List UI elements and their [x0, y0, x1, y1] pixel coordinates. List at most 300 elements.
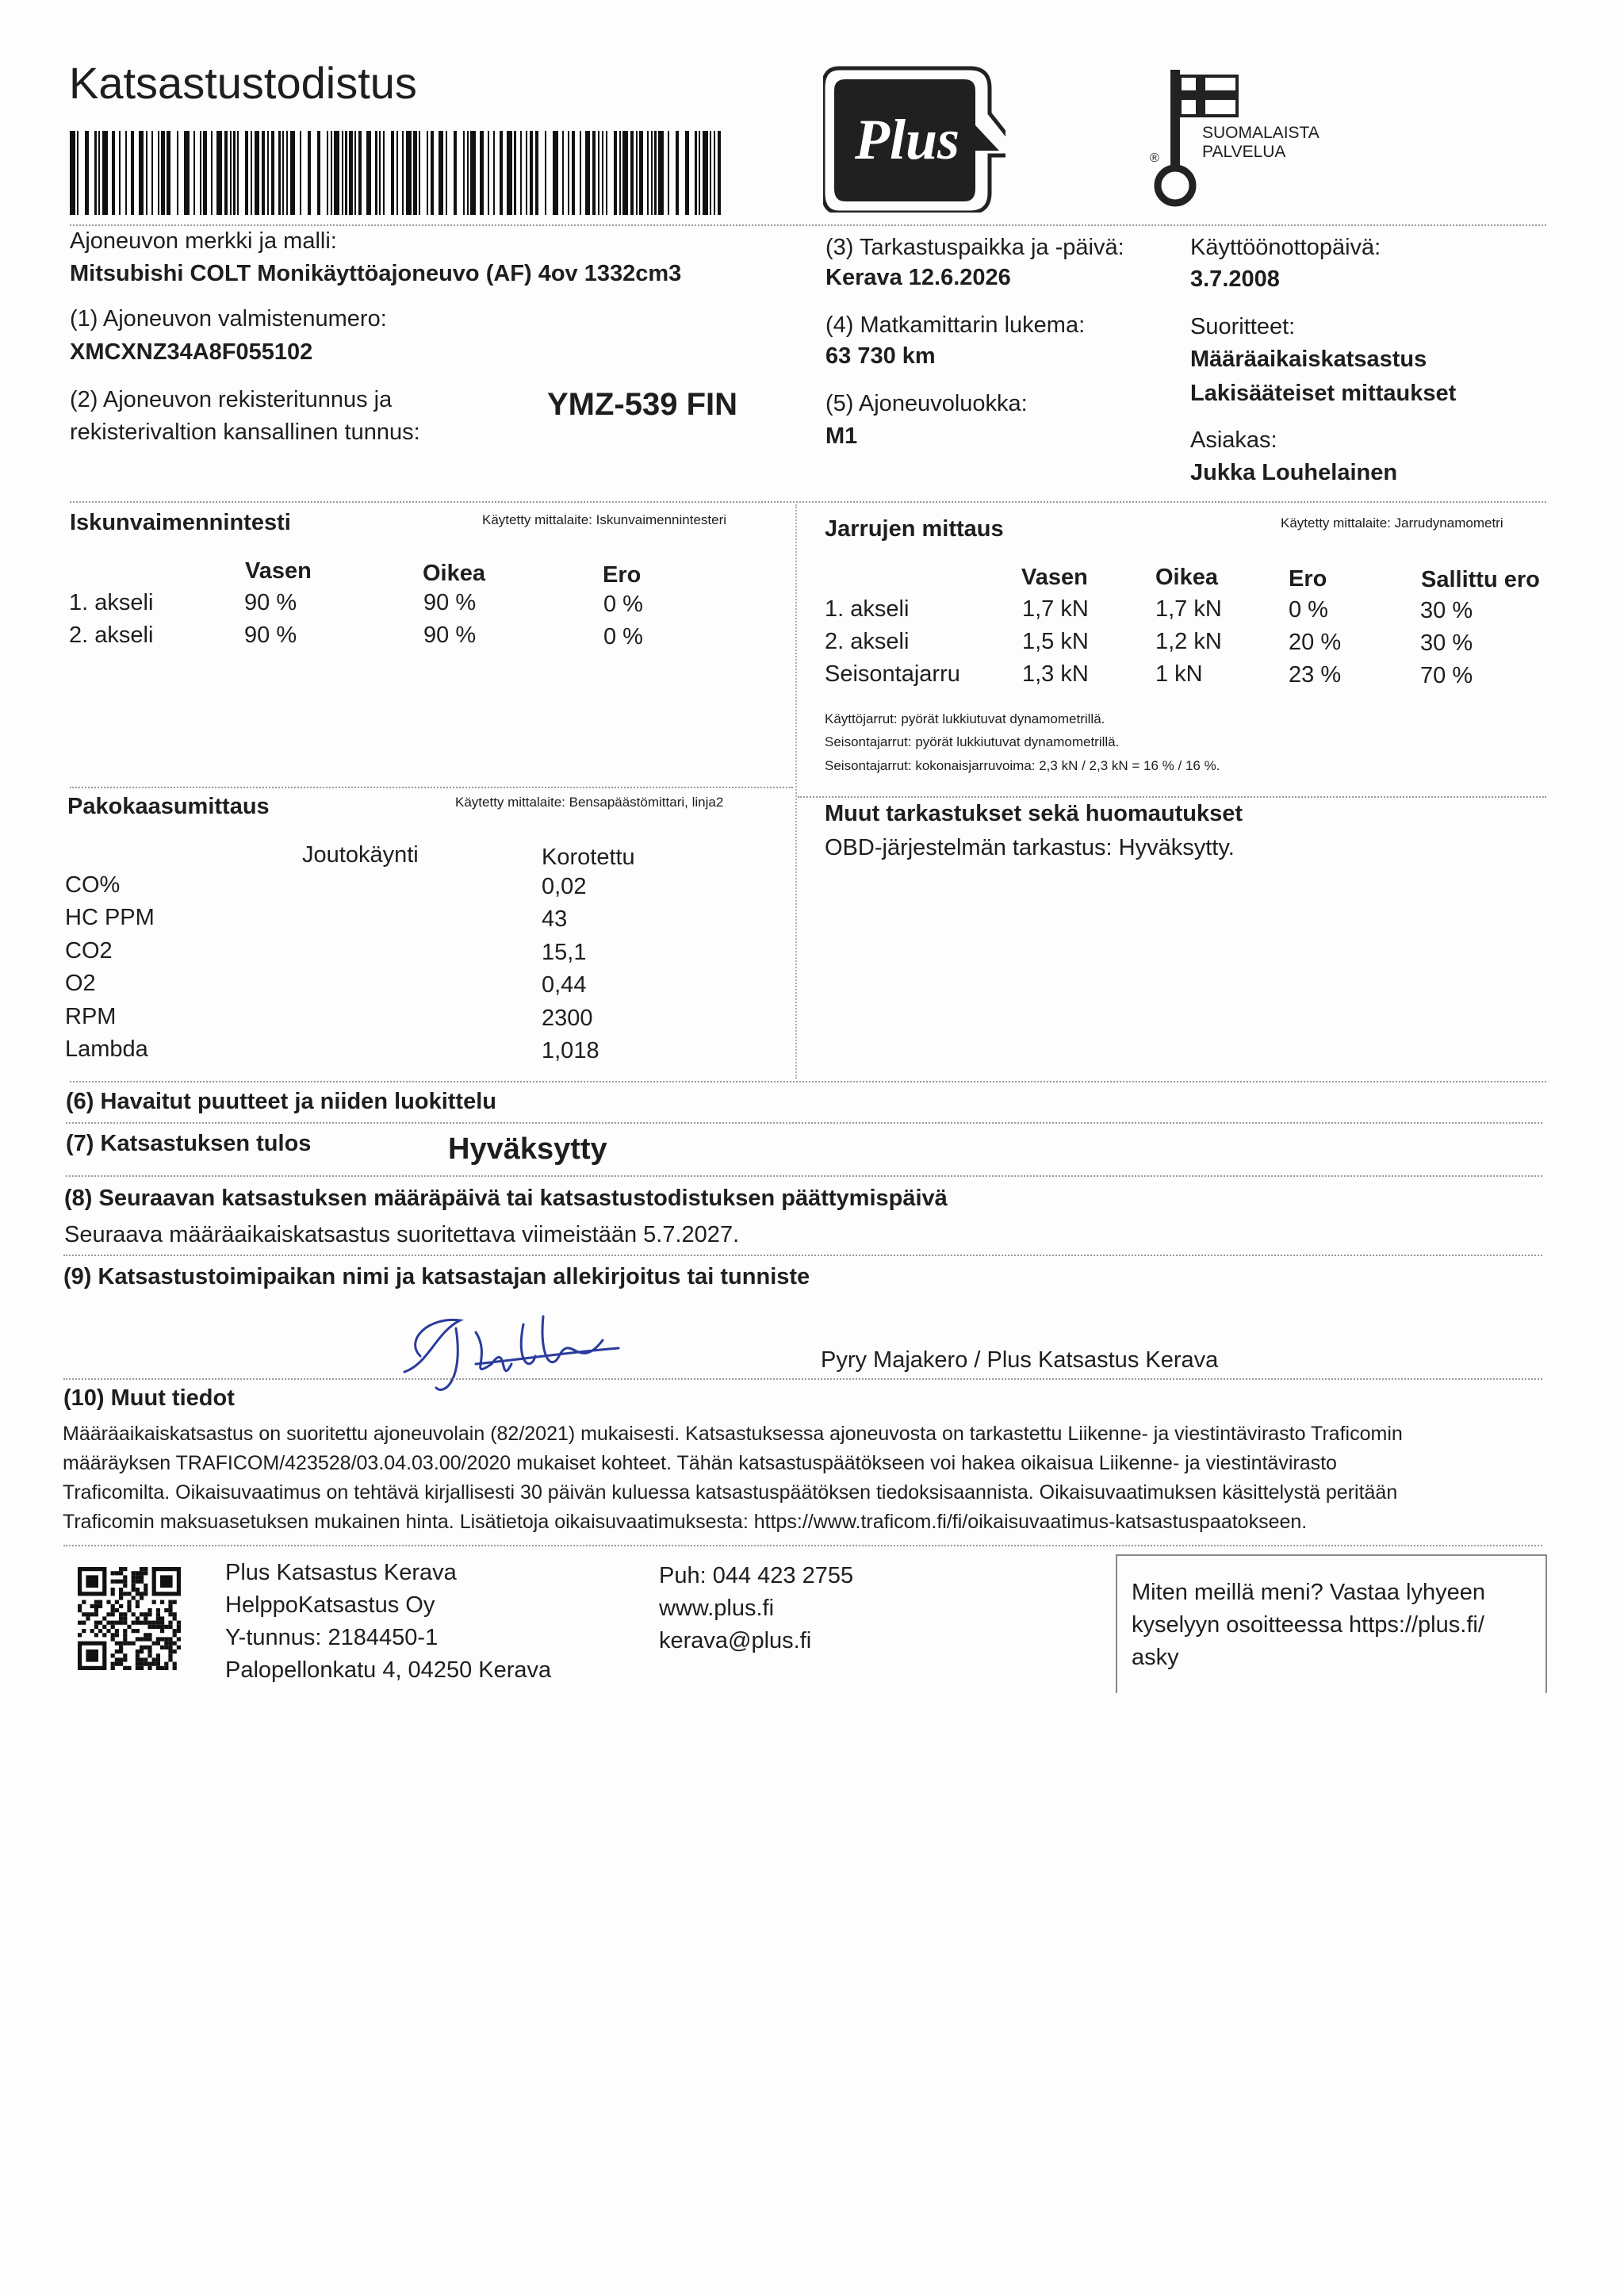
qr-module [82, 1612, 86, 1616]
qr-module [132, 1596, 136, 1600]
brake-row-ero: 20 % [1289, 630, 1342, 655]
qr-module [119, 1567, 123, 1571]
qr-module [152, 1642, 156, 1646]
intro-label: Käyttöönottopäivä: [1190, 235, 1381, 260]
qr-module [168, 1600, 172, 1604]
barcode-bar [146, 131, 147, 215]
qr-module [168, 1653, 172, 1657]
qr-module [173, 1616, 177, 1620]
barcode-bar [514, 131, 515, 215]
barcode-bar [606, 131, 607, 215]
qr-module [136, 1592, 140, 1596]
exhaust-row-korotettu: 15,1 [542, 939, 587, 965]
barcode-bar [396, 131, 398, 215]
qr-module [168, 1637, 172, 1641]
qr-module [152, 1625, 156, 1629]
make-label: Ajoneuvon merkki ja malli: [70, 228, 337, 254]
barcode-bar [654, 131, 656, 215]
brakes-title: Jarrujen mittaus [825, 516, 1004, 542]
qr-module [140, 1592, 144, 1596]
barcode-bar [354, 131, 356, 215]
qr-module [144, 1612, 147, 1616]
class-label: (5) Ajoneuvoluokka: [825, 391, 1028, 416]
perf-value-2: Lakisääteiset mittaukset [1190, 381, 1457, 406]
barcode-bar [151, 131, 153, 215]
barcode-bar [262, 131, 265, 215]
odo-value: 63 730 km [825, 343, 936, 369]
brakes-note-3: Seisontajarrut: kokonaisjarruvoima: 2,3 kN / 2,3 kN = 16 % / 16 %. [825, 758, 1220, 773]
qr-module [111, 1621, 115, 1625]
qr-module [136, 1649, 140, 1653]
qr-module [160, 1616, 164, 1620]
barcode-bar [535, 131, 538, 215]
qr-module [119, 1616, 123, 1620]
other-checks-value: OBD-järjestelmän tarkastus: Hyväksytty. [825, 835, 1235, 860]
qr-module [173, 1600, 177, 1604]
qr-module [140, 1649, 144, 1653]
barcode-bar [282, 131, 284, 215]
qr-module [147, 1662, 151, 1666]
barcode-bar [224, 131, 228, 215]
suomalaista-palvelua-badge [1142, 65, 1320, 212]
qr-module [111, 1571, 115, 1575]
barcode-bar [520, 131, 522, 215]
qr-module [136, 1575, 140, 1579]
barcode-bar [233, 131, 235, 215]
barcode-bar [245, 131, 248, 215]
qr-module [168, 1642, 172, 1646]
qr-module [111, 1633, 115, 1637]
barcode-bar [585, 131, 591, 215]
shock-row-oikea: 90 % [423, 623, 477, 648]
brakes-note-1: Käyttöjarrut: pyörät lukkiutuvat dynamometrillä. [825, 711, 1105, 726]
shock-header-ero: Ero [603, 562, 642, 588]
qr-module [132, 1584, 136, 1588]
qr-module [123, 1657, 127, 1661]
brake-row-sallittu: 30 % [1420, 630, 1473, 656]
qr-module [86, 1612, 90, 1616]
section-8-value: Seuraava määräaikaiskatsastus suoritettava viimeistään 5.7.2027. [64, 1222, 740, 1247]
qr-module [160, 1629, 164, 1633]
barcode-bar [699, 131, 700, 215]
brake-row-vasen: 1,3 kN [1022, 661, 1089, 687]
qr-module [144, 1657, 147, 1661]
qr-module [119, 1662, 123, 1666]
barcode-bar [375, 131, 377, 215]
qr-module [144, 1592, 147, 1596]
qr-module [136, 1600, 140, 1604]
qr-module [168, 1657, 172, 1661]
qr-module [168, 1646, 172, 1649]
qr-module [140, 1596, 144, 1600]
qr-module [111, 1653, 115, 1657]
brake-row-sallittu: 30 % [1420, 598, 1473, 623]
qr-module [144, 1633, 147, 1637]
qr-module [82, 1600, 86, 1604]
qr-module [152, 1600, 156, 1604]
qr-module [123, 1580, 127, 1584]
qr-module [147, 1608, 151, 1612]
qr-module [111, 1604, 115, 1608]
qr-module [102, 1616, 106, 1620]
barcode-bar [619, 131, 621, 215]
exhaust-header-korotettu: Korotettu [542, 845, 635, 870]
barcode-bar [545, 131, 546, 215]
qr-module [106, 1621, 110, 1625]
qr-module [78, 1604, 82, 1608]
qr-module [111, 1592, 115, 1596]
qr-module [168, 1604, 172, 1608]
barcode-bar [119, 131, 121, 215]
exhaust-row-label: RPM [65, 1003, 117, 1029]
qr-module [123, 1637, 127, 1641]
shock-device: Käytetty mittalaite: Iskunvaimennintesteri [482, 512, 727, 527]
qr-module [144, 1616, 147, 1620]
barcode-bar [85, 131, 88, 215]
barcode-bar [230, 131, 232, 215]
barcode-bar [553, 131, 558, 215]
qr-module [119, 1580, 123, 1584]
barcode-bar [488, 131, 489, 215]
qr-module [115, 1657, 119, 1661]
barcode-bar [467, 131, 469, 215]
qr-module [156, 1616, 160, 1620]
qr-module [119, 1646, 123, 1649]
barcode-bar [562, 131, 564, 215]
shock-row-ero: 0 % [603, 624, 643, 649]
qr-module [119, 1596, 123, 1600]
exhaust-row-korotettu: 0,44 [542, 972, 587, 998]
qr-module [119, 1612, 123, 1616]
barcode-bar [636, 131, 638, 215]
exhaust-device: Käytetty mittalaite: Bensapäästömittari, linja2 [455, 795, 724, 810]
barcode-bar [695, 131, 696, 215]
qr-module [144, 1646, 147, 1649]
barcode-bar [419, 131, 420, 215]
qr-code [78, 1567, 181, 1670]
reg-label-2: rekisterivaltion kansallinen tunnus: [70, 420, 420, 445]
qr-module [147, 1646, 151, 1649]
qr-module [144, 1567, 147, 1571]
make-value: Mitsubishi COLT Monikäyttöajoneuvo (AF) 4ov 1332cm3 [70, 261, 682, 286]
qr-module [136, 1657, 140, 1661]
qr-module [136, 1604, 140, 1608]
brakes-header-oikea: Oikea [1155, 565, 1218, 590]
qr-module [156, 1666, 160, 1670]
qr-module [119, 1649, 123, 1653]
brake-row-vasen: 1,5 kN [1022, 629, 1089, 654]
contact-web: www.plus.fi [659, 1596, 775, 1621]
qr-module [111, 1588, 115, 1592]
qr-module [156, 1657, 160, 1661]
qr-module [127, 1592, 131, 1596]
brakes-device: Käytetty mittalaite: Jarrudynamometri [1281, 515, 1503, 531]
survey-line-1: Miten meillä meni? Vastaa lyhyeen [1132, 1580, 1485, 1605]
qr-module [144, 1637, 147, 1641]
survey-line-3[interactable]: asky [1132, 1645, 1179, 1670]
qr-module [86, 1616, 90, 1620]
exhaust-row-label: CO% [65, 872, 121, 898]
company-info [225, 1557, 551, 1687]
customer-value: Jukka Louhelainen [1190, 460, 1398, 485]
qr-module [164, 1637, 168, 1641]
barcode-bar [658, 131, 664, 215]
exhaust-row-label: O2 [65, 971, 96, 997]
qr-module [160, 1600, 164, 1604]
section-6-title: (6) Havaitut puutteet ja niiden luokittelu [66, 1089, 496, 1114]
exhaust-row-label: HC PPM [65, 905, 155, 931]
perf-label: Suoritteet: [1190, 314, 1296, 339]
company-business-id: Y-tunnus: 2184450-1 [225, 1625, 439, 1650]
barcode-bar [668, 131, 669, 215]
barcode-bar [526, 131, 527, 215]
qr-module [111, 1608, 115, 1612]
exhaust-title: Pakokaasumittaus [67, 794, 270, 819]
barcode-bar [216, 131, 222, 215]
badge-line-2: PALVELUA [1202, 142, 1286, 161]
qr-module [119, 1604, 123, 1608]
qr-module [136, 1621, 140, 1625]
class-value: M1 [825, 423, 858, 449]
brake-row-label: 2. akseli [825, 629, 910, 654]
qr-module [82, 1629, 86, 1633]
qr-module [136, 1666, 140, 1670]
qr-module [115, 1642, 119, 1646]
qr-module [173, 1649, 177, 1653]
qr-module [144, 1588, 147, 1592]
qr-module [136, 1580, 140, 1584]
qr-module [90, 1604, 94, 1608]
qr-module [156, 1608, 160, 1612]
shock-row-label: 1. akseli [69, 590, 154, 615]
barcode-bar [184, 131, 190, 215]
qr-module [119, 1642, 123, 1646]
qr-module [160, 1666, 164, 1670]
barcode-bar [237, 131, 239, 215]
qr-module [164, 1642, 168, 1646]
qr-module [164, 1608, 168, 1612]
barcode-bar [500, 131, 503, 215]
qr-module [160, 1637, 164, 1641]
barcode-bar [463, 131, 465, 215]
exhaust-row-korotettu: 2300 [542, 1005, 593, 1031]
contact-info [659, 1560, 853, 1657]
brake-row-oikea: 1 kN [1155, 661, 1203, 687]
qr-module [173, 1642, 177, 1646]
qr-module [123, 1629, 127, 1633]
qr-module [132, 1612, 136, 1616]
shock-title: Iskunvaimennintesti [70, 510, 291, 535]
qr-module [160, 1575, 173, 1588]
qr-module [140, 1646, 144, 1649]
qr-module [168, 1649, 172, 1653]
qr-module [173, 1633, 177, 1637]
qr-module [98, 1604, 102, 1608]
perf-value-1: Määräaikaiskatsastus [1190, 347, 1427, 372]
brakes-header-sallittu: Sallittu ero [1421, 567, 1540, 592]
barcode-bar [598, 131, 599, 215]
barcode-bar [651, 131, 653, 215]
section-8-title: (8) Seuraavan katsastuksen määräpäivä tai katsastustodistuksen päättymispäivä [64, 1186, 948, 1211]
qr-module [111, 1662, 115, 1666]
qr-module [127, 1608, 131, 1612]
qr-module [164, 1662, 168, 1666]
qr-module [94, 1612, 98, 1616]
barcode-bar [139, 131, 144, 215]
qr-module [115, 1608, 119, 1612]
barcode-bar [278, 131, 280, 215]
qr-module [111, 1612, 115, 1616]
brake-row-oikea: 1,7 kN [1155, 596, 1222, 622]
barcode-bar [703, 131, 708, 215]
qr-module [156, 1625, 160, 1629]
qr-module [160, 1625, 164, 1629]
barcode-bar [630, 131, 634, 215]
barcode-bar [530, 131, 533, 215]
qr-module [111, 1580, 115, 1584]
shock-row-label: 2. akseli [69, 623, 154, 648]
contact-email: kerava@plus.fi [659, 1628, 812, 1653]
barcode-bar [102, 131, 108, 215]
barcode-bar [331, 131, 332, 215]
barcode-bar [614, 131, 617, 215]
odo-label: (4) Matkamittarin lukema: [825, 312, 1086, 338]
survey-line-2[interactable]: kyselyyn osoitteessa https://plus.fi/ [1132, 1612, 1484, 1638]
qr-module [144, 1621, 147, 1625]
barcode-bar [391, 131, 394, 215]
section-10-line: määräyksen TRAFICOM/423528/03.04.03.00/2020 mukaiset kohteet. Tähän katsastuspäätökseen voi hakea oikaisua Liikenne- ja viestintävirasto [63, 1452, 1337, 1474]
qr-module [115, 1629, 119, 1633]
qr-module [140, 1571, 144, 1575]
qr-module [136, 1637, 140, 1641]
barcode-bar [345, 131, 347, 215]
exhaust-header-joutokaynti: Joutokäynti [302, 842, 419, 868]
barcode-bar [251, 131, 252, 215]
qr-module [140, 1612, 144, 1616]
barcode-bar [592, 131, 596, 215]
barcode-bar [572, 131, 575, 215]
barcode-bar [334, 131, 339, 215]
plus-logo-text: Plus [855, 108, 960, 171]
qr-module [98, 1621, 102, 1625]
qr-module [123, 1653, 127, 1657]
barcode-bar [714, 131, 715, 215]
qr-module [123, 1616, 127, 1620]
reg-label-1: (2) Ajoneuvon rekisteritunnus ja [70, 387, 393, 412]
contact-phone: Puh: 044 423 2755 [659, 1563, 854, 1588]
barcode-bar [158, 131, 159, 215]
shock-row-vasen: 90 % [244, 623, 297, 648]
qr-module [115, 1571, 119, 1575]
qr-module [177, 1646, 181, 1649]
qr-module [119, 1592, 123, 1596]
barcode-bar [470, 131, 476, 215]
survey-box [1116, 1554, 1547, 1693]
barcode-bar [200, 131, 201, 215]
qr-module [132, 1629, 136, 1633]
qr-module [156, 1612, 160, 1616]
qr-module [94, 1633, 98, 1637]
qr-module [144, 1662, 147, 1666]
shock-header-oikea: Oikea [423, 561, 485, 586]
qr-module [123, 1584, 127, 1588]
barcode-bar [493, 131, 495, 215]
brake-row-oikea: 1,2 kN [1155, 629, 1222, 654]
qr-module [106, 1629, 110, 1633]
barcode-bar [439, 131, 444, 215]
qr-module [156, 1653, 160, 1657]
qr-module [156, 1621, 160, 1625]
section-10-text [63, 1420, 1403, 1537]
qr-module [147, 1625, 151, 1629]
barcode-bar [342, 131, 343, 215]
brake-row-ero: 23 % [1289, 662, 1342, 688]
qr-module [78, 1621, 82, 1625]
qr-module [136, 1616, 140, 1620]
qr-module [132, 1642, 136, 1646]
qr-module [78, 1608, 82, 1612]
qr-module [160, 1621, 164, 1625]
qr-module [94, 1608, 98, 1612]
qr-module [90, 1612, 94, 1616]
qr-module [115, 1600, 119, 1604]
qr-module [119, 1657, 123, 1661]
qr-module [147, 1649, 151, 1653]
qr-module [177, 1621, 181, 1625]
barcode-bar [286, 131, 288, 215]
qr-module [132, 1580, 136, 1584]
exhaust-row-korotettu: 43 [542, 906, 568, 933]
qr-module [156, 1637, 160, 1641]
barcode-bar [290, 131, 296, 215]
brake-row-label: 1. akseli [825, 596, 910, 622]
brake-row-ero: 0 % [1289, 597, 1328, 623]
barcode-bar [431, 131, 434, 215]
qr-module [140, 1662, 144, 1666]
shock-row-ero: 0 % [603, 592, 643, 617]
qr-module [152, 1662, 156, 1666]
customer-label: Asiakas: [1190, 427, 1277, 453]
qr-module [123, 1621, 127, 1625]
barcode-bar [98, 131, 100, 215]
barcode-bar [718, 131, 721, 215]
qr-module [144, 1584, 147, 1588]
qr-module [119, 1621, 123, 1625]
svg-text:®: ® [1150, 151, 1159, 165]
section-7-title: (7) Katsastuksen tulos [66, 1131, 312, 1156]
brakes-note-2: Seisontajarrut: pyörät lukkiutuvat dynamometrillä. [825, 734, 1120, 749]
qr-module [152, 1657, 156, 1661]
qr-module [147, 1653, 151, 1657]
barcode-bar [94, 131, 96, 215]
qr-module [115, 1621, 119, 1625]
qr-module [173, 1662, 177, 1666]
qr-module [140, 1621, 144, 1625]
qr-module [164, 1666, 168, 1670]
barcode-bar [568, 131, 569, 215]
barcode-bar [454, 131, 457, 215]
qr-module [106, 1612, 110, 1616]
qr-module [123, 1567, 127, 1571]
qr-module [86, 1575, 98, 1588]
barcode-bar [366, 131, 372, 215]
qr-module [173, 1612, 177, 1616]
qr-module [173, 1629, 177, 1633]
qr-module [168, 1608, 172, 1612]
qr-module [78, 1633, 82, 1637]
shock-header-vasen: Vasen [245, 558, 312, 584]
qr-module [147, 1633, 151, 1637]
